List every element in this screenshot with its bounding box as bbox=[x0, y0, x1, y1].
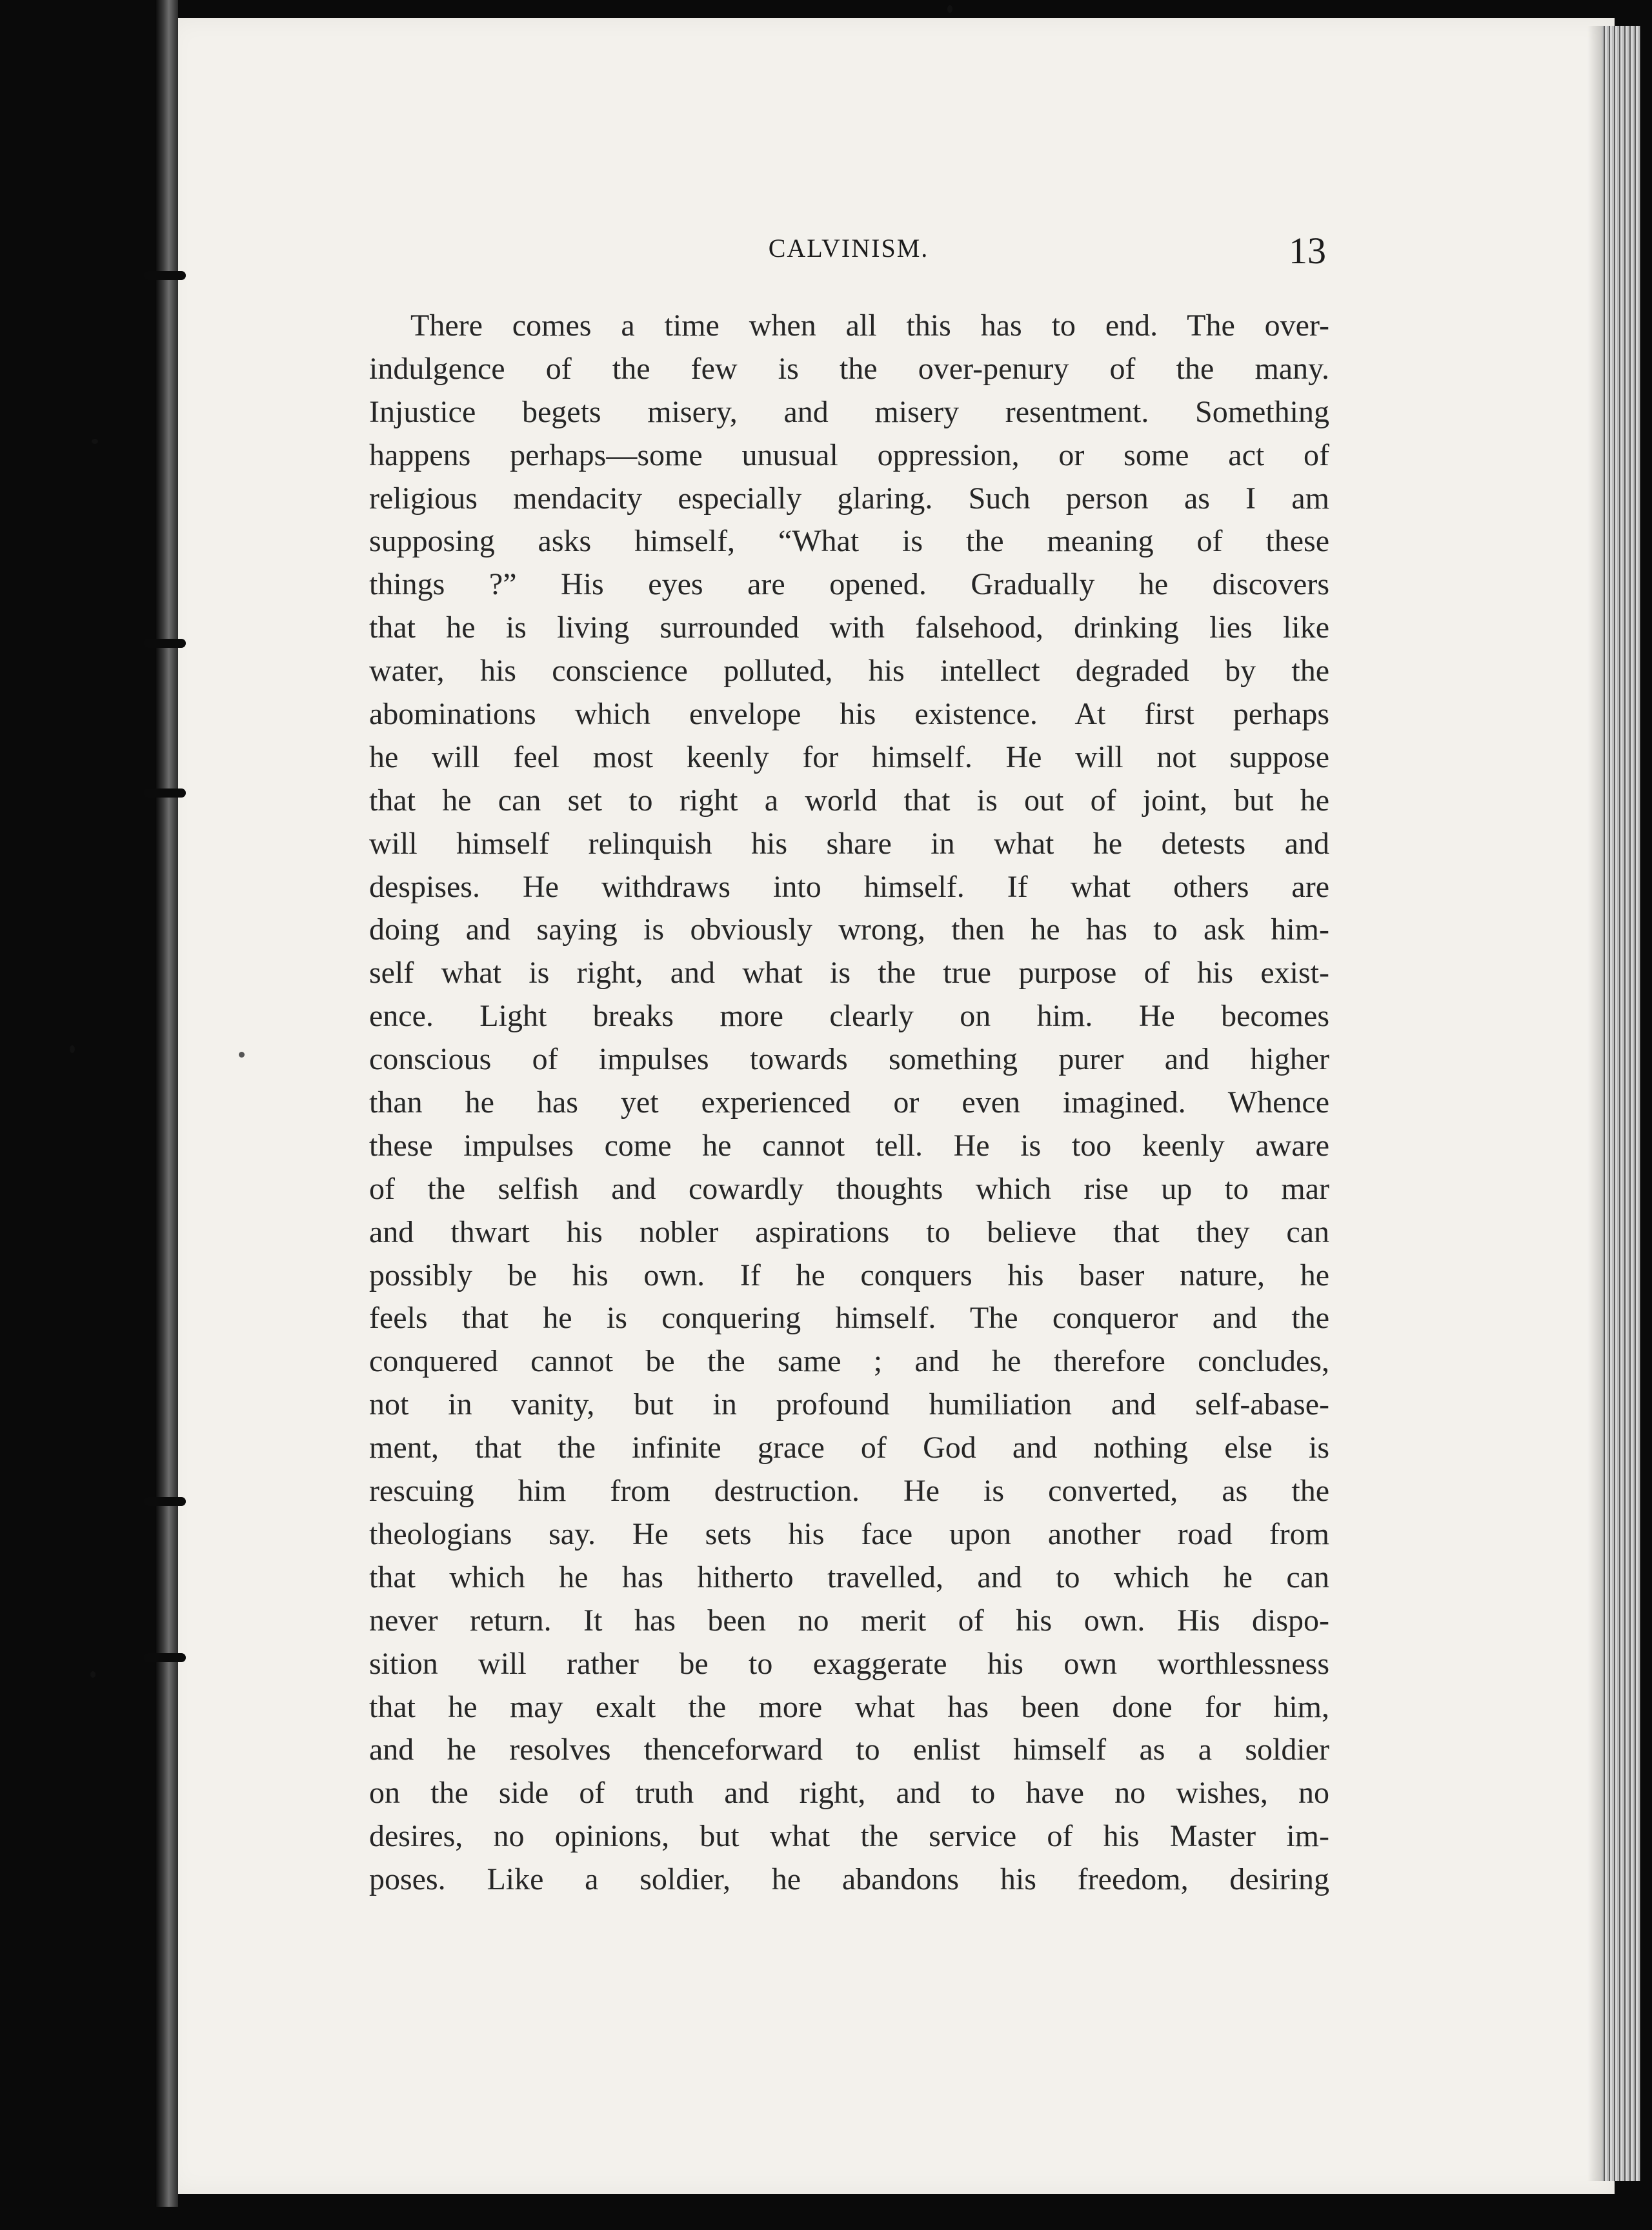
text-line: conquered cannot be the same ; and he therefore concludes, bbox=[369, 1344, 1329, 1379]
binding-stitch bbox=[143, 789, 186, 798]
binding-stitch bbox=[143, 271, 186, 280]
text-line: happens perhaps—some unusual oppression, or some act of bbox=[369, 437, 1329, 472]
body-text bbox=[369, 305, 1329, 1902]
text-line: ence. Light breaks more clearly on him. He becomes bbox=[369, 999, 1329, 1034]
text-line: abominations which envelope his existence. At first perhaps bbox=[369, 697, 1329, 732]
text-line: poses. Like a soldier, he abandons his freedom, desiring bbox=[369, 1862, 1329, 1897]
page-number: 13 bbox=[1289, 230, 1326, 272]
dust-speck bbox=[90, 1671, 96, 1678]
binding-stitch bbox=[143, 1497, 186, 1506]
text-line: possibly be his own. If he conquers his baser nature, he bbox=[369, 1258, 1329, 1292]
text-line: rescuing him from destruction. He is converted, as the bbox=[369, 1474, 1329, 1509]
text-line: not in vanity, but in profound humiliation and self-abase- bbox=[369, 1387, 1329, 1422]
page-header bbox=[371, 229, 1326, 274]
text-line: that he is living surrounded with falsehood, drinking lies like bbox=[369, 610, 1329, 645]
text-line: of the selfish and cowardly thoughts which rise up to mar bbox=[369, 1171, 1329, 1206]
dust-speck bbox=[239, 1052, 245, 1058]
text-line: There comes a time when all this has to end. The over- bbox=[410, 308, 1329, 343]
text-line: he will feel most keenly for himself. He will not suppose bbox=[369, 739, 1329, 774]
text-line: never return. It has been no merit of his own. His dispo- bbox=[369, 1603, 1329, 1638]
text-line: water, his conscience polluted, his intellect degraded by the bbox=[369, 654, 1329, 688]
running-title: CALVINISM. bbox=[768, 234, 929, 263]
text-line: desires, no opinions, but what the service of his Master im- bbox=[369, 1819, 1329, 1854]
text-line: feels that he is conquering himself. The conqueror and the bbox=[369, 1301, 1329, 1336]
text-line: and he resolves thenceforward to enlist himself as a soldier bbox=[369, 1733, 1329, 1767]
binding-stitch bbox=[143, 1653, 186, 1662]
page-edges bbox=[1602, 26, 1640, 2181]
dust-speck bbox=[92, 439, 98, 444]
text-line: self what is right, and what is the true purpose of his exist- bbox=[369, 956, 1329, 990]
text-line: sition will rather be to exaggerate his own worthlessness bbox=[369, 1646, 1329, 1681]
binding-stitch bbox=[143, 639, 186, 648]
dust-speck bbox=[70, 1045, 75, 1053]
text-line: Injustice begets misery, and misery resentment. Something bbox=[369, 394, 1329, 429]
text-line: and thwart his nobler aspirations to believe that they can bbox=[369, 1214, 1329, 1249]
text-line: that he may exalt the more what has been done for him, bbox=[369, 1689, 1329, 1724]
text-line: on the side of truth and right, and to have no wishes, no bbox=[369, 1776, 1329, 1811]
text-line: indulgence of the few is the over-penury of the many. bbox=[369, 351, 1329, 386]
text-line: religious mendacity especially glaring. Such person as I am bbox=[369, 481, 1329, 516]
book-binding bbox=[155, 0, 178, 2207]
text-line: doing and saying is obviously wrong, then he has to ask him- bbox=[369, 912, 1329, 947]
text-line: theologians say. He sets his face upon another road from bbox=[369, 1516, 1329, 1551]
text-line: that he can set to right a world that is out of joint, but he bbox=[369, 783, 1329, 818]
text-line: than he has yet experienced or even imagined. Whence bbox=[369, 1085, 1329, 1120]
text-line: conscious of impulses towards something purer and higher bbox=[369, 1042, 1329, 1077]
text-line: ment, that the infinite grace of God and nothing else is bbox=[369, 1431, 1329, 1465]
text-line: despises. He withdraws into himself. If what others are bbox=[369, 869, 1329, 904]
text-line: these impulses come he cannot tell. He is too keenly aware bbox=[369, 1128, 1329, 1163]
text-line: supposing asks himself, “What is the meaning of these bbox=[369, 524, 1329, 559]
page-edge-shadow bbox=[1587, 26, 1603, 2181]
text-line: will himself relinquish his share in what he detests and bbox=[369, 826, 1329, 861]
dust-speck bbox=[947, 5, 952, 13]
text-line: things ?” His eyes are opened. Gradually he discovers bbox=[369, 567, 1329, 602]
text-line: that which he has hitherto travelled, and to which he can bbox=[369, 1560, 1329, 1594]
